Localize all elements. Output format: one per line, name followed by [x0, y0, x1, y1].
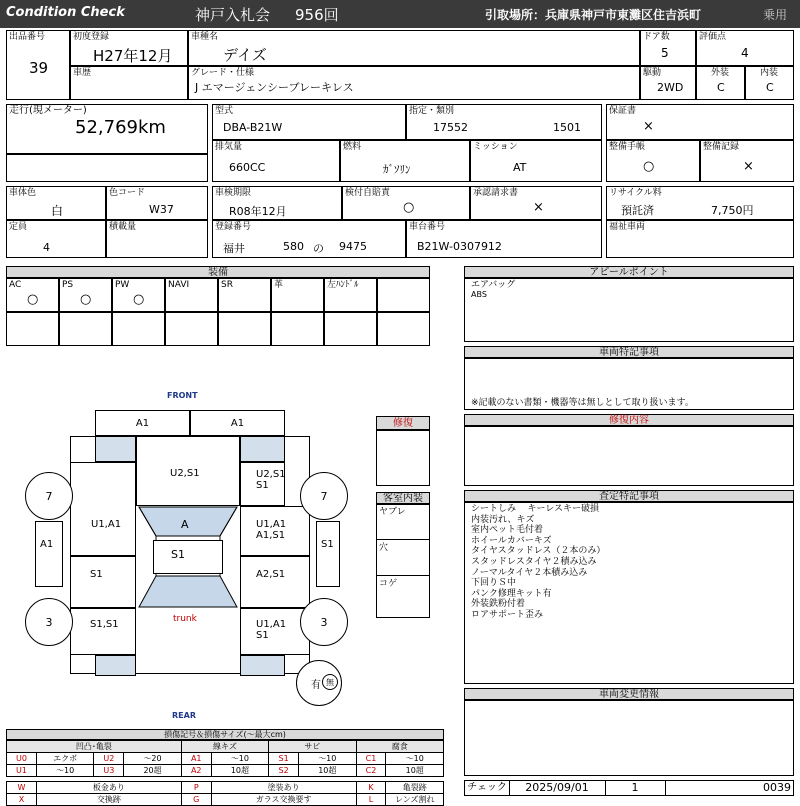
color-label: 車体色	[9, 188, 37, 198]
equipment-empty	[59, 312, 112, 346]
record: ×	[743, 159, 754, 174]
legend-text: 20超	[124, 765, 181, 777]
legend-text: 交換跡	[36, 794, 181, 806]
recycle-cell	[606, 186, 794, 220]
header-bar	[0, 0, 800, 28]
score: 4	[741, 46, 749, 60]
inspection-note-line: 下回りＳ中	[471, 578, 517, 589]
legend-text: ～10	[36, 765, 93, 777]
insurance: ○	[403, 200, 415, 215]
interior-item-burn: コゲ	[379, 579, 398, 589]
tire-front-left: 7	[25, 472, 73, 520]
repair-content-panel	[464, 426, 794, 486]
exterior-grade: C	[717, 81, 725, 94]
score-label: 評価点	[699, 32, 727, 42]
legend-text: 板金あり	[36, 782, 181, 794]
rear-left-corner	[95, 655, 136, 676]
right-mirror-damage: S1	[321, 539, 334, 550]
right-rear-door	[240, 556, 310, 608]
score-cell	[696, 30, 794, 66]
front-right-corner	[240, 436, 285, 462]
displacement-label: 排気量	[215, 142, 243, 152]
check-date: 2025/09/01	[509, 781, 606, 795]
equipment-label: PW	[115, 280, 130, 290]
legend-code: W	[7, 782, 37, 794]
special-note: ※記載のない書類・機器等は無しとして取り扱います。	[471, 398, 694, 408]
legend-code: K	[356, 782, 386, 794]
color: 白	[51, 204, 64, 218]
doors: 5	[661, 46, 669, 60]
auction-round: 956回	[295, 6, 339, 24]
drive: 2WD	[657, 81, 684, 94]
doors-cell	[640, 30, 696, 66]
type: DBA-B21W	[223, 121, 283, 134]
legend-text: ～20	[124, 753, 181, 765]
load-cell	[106, 220, 208, 258]
record-cell	[700, 140, 794, 182]
right-quarter-damage: U1,A1 S1	[256, 619, 287, 641]
check-number: 1	[605, 781, 666, 795]
equipment-item	[165, 278, 218, 312]
equipment-empty	[377, 312, 430, 346]
first-registration-label: 初度登録	[73, 32, 110, 42]
legend-group: 凹凸･亀裂	[7, 741, 182, 753]
equipment-empty	[165, 312, 218, 346]
special-panel	[464, 358, 794, 410]
legend-text: ～10	[211, 753, 268, 765]
insurance-cell	[342, 186, 470, 220]
legend-group: 線キズ	[181, 741, 268, 753]
legend-code: P	[181, 782, 211, 794]
check-code: 0039	[763, 781, 791, 794]
legend-text: エクボ	[36, 753, 93, 765]
right-fender-damage: U2,S1 S1	[256, 469, 286, 491]
equipment-label: AC	[9, 280, 22, 290]
changes-panel	[464, 700, 794, 776]
first-registration: H27年12月	[93, 47, 173, 65]
mileage-extra-cell	[6, 154, 208, 182]
mileage-label: 走行(現メーター)	[9, 105, 87, 116]
first-registration-cell	[70, 30, 188, 66]
exterior-label: 外装	[711, 68, 730, 78]
mileage-cell	[6, 104, 208, 154]
appeal-title: アピールポイント	[464, 266, 794, 278]
legend-code: U0	[7, 753, 37, 765]
legend-code: S2	[269, 765, 299, 777]
warranty-cell	[606, 104, 794, 140]
tire-front-right: 7	[300, 472, 348, 520]
drive-label: 駆動	[643, 68, 662, 78]
fuel-label: 燃料	[343, 142, 362, 152]
inspection-notes-title: 査定特記事項	[464, 490, 794, 502]
vehicle-category: 乗用	[763, 8, 788, 22]
regno-number: 9475	[339, 240, 367, 253]
designation-label: 指定・類別	[409, 106, 455, 116]
model-name: デイズ	[223, 46, 267, 64]
recycle-amount: 7,750円	[711, 204, 754, 217]
equipment-label: NAVI	[168, 280, 190, 290]
inspection-note-line: 外装鉄粉付着	[471, 599, 526, 610]
tire-rear-right: 3	[300, 598, 348, 646]
left-rear-door-damage: S1	[90, 569, 103, 580]
hood-damage: U2,S1	[170, 468, 200, 479]
left-quarter	[70, 608, 136, 655]
equipment-item	[271, 278, 324, 312]
repair-panel	[376, 430, 430, 486]
check-label: チェック	[465, 781, 510, 795]
grade: J エマージェンシーブレーキレス	[195, 81, 354, 94]
colorcode-cell	[106, 186, 208, 220]
inspection-note-line: タイヤスタッドレス（２本のみ）	[471, 546, 606, 557]
appeal-panel	[464, 278, 794, 342]
interior-damage-panel	[376, 504, 430, 618]
roof-damage: A	[181, 518, 189, 531]
inspection-note-line: ノーマルタイヤ２本積み込み	[471, 567, 588, 578]
left-mirror-damage: A1	[40, 539, 54, 550]
regno-city: 福井	[223, 242, 245, 255]
front-bumper-left: A1	[95, 410, 190, 436]
equipment-empty	[6, 312, 59, 346]
legend-code: A2	[181, 765, 211, 777]
right-mirror	[316, 521, 340, 587]
legend-title: 損傷記号＆損傷サイズ(～最大cm)	[6, 729, 444, 740]
spare-none-icon: 無	[322, 674, 338, 690]
front-left-corner	[95, 436, 136, 462]
designation: 17552	[433, 121, 468, 134]
capacity-label: 定員	[9, 222, 28, 232]
model-name-cell	[188, 30, 640, 66]
regno-class: 580	[283, 240, 304, 253]
inspection-expiry: R08年12月	[229, 205, 287, 218]
legend-code: S1	[269, 753, 299, 765]
welfare-cell	[606, 220, 794, 258]
legend-text: 10超	[299, 765, 356, 777]
interior-cell	[745, 66, 794, 100]
load-label: 積載量	[109, 222, 137, 232]
lot-number: 39	[29, 59, 49, 77]
colorcode-label: 色コード	[109, 188, 146, 198]
manual-label: 整備手帳	[609, 142, 646, 152]
fuel-cell	[340, 140, 470, 182]
displacement-cell	[212, 140, 340, 182]
inspection-note-line: ロアサポート歪み	[471, 610, 544, 620]
front-bumper-right: A1	[190, 410, 285, 436]
type-cell	[212, 104, 406, 140]
chassis-number: B21W-0307912	[417, 240, 502, 253]
fuel: ｶﾞｿﾘﾝ	[383, 163, 411, 176]
spare-tire-label: 有	[311, 679, 321, 691]
lot-number-cell	[6, 30, 70, 100]
insurance-label: 検付自賠責	[345, 188, 391, 198]
legend-text: ～10	[386, 753, 444, 765]
equipment-label: SR	[221, 280, 233, 290]
inspection-label: 車検期限	[215, 188, 252, 198]
equipment-empty	[377, 278, 430, 312]
equipment-label: PS	[62, 280, 74, 290]
check-row	[464, 780, 794, 796]
claim-label: 承認請求書	[473, 188, 519, 198]
chassis-cell	[406, 220, 602, 258]
claim: ×	[533, 200, 544, 215]
equipment-value: ○	[133, 292, 145, 307]
warranty-label: 保証書	[609, 106, 637, 116]
regno-label: 登録番号	[215, 222, 252, 232]
repair-title: 修復	[376, 416, 430, 430]
rear-right-corner	[240, 655, 285, 676]
regno-kana: の	[313, 242, 324, 255]
inspection-notes-panel	[464, 502, 794, 684]
doors-label: ドア数	[643, 32, 670, 42]
grade-cell	[188, 66, 640, 100]
interior-damage-title: 客室内装	[376, 492, 430, 504]
inspection-note-line: シートしみ キーレスキー破損	[471, 504, 599, 514]
equipment-label: 革	[274, 280, 284, 290]
left-rear-door	[70, 556, 136, 608]
legend-code: U3	[94, 765, 124, 777]
inspection-note-line: ホイールカバーキズ	[471, 535, 552, 546]
mileage: 52,769km	[75, 117, 166, 138]
legend-text: 亀裂跡	[386, 782, 444, 794]
legend-group: サビ	[269, 741, 356, 753]
mission-label: ミッション	[473, 142, 518, 152]
inspection-note-line: パンク修理キット有	[471, 588, 552, 599]
legend-code: U1	[7, 765, 37, 777]
recycle-status: 預託済	[621, 204, 654, 217]
legend-text: 塗装あり	[211, 782, 356, 794]
mission: AT	[513, 161, 527, 174]
exterior-cell	[696, 66, 745, 100]
tire-rear-left: 3	[25, 598, 73, 646]
capacity-cell	[6, 220, 106, 258]
equipment-item	[6, 278, 59, 312]
changes-title: 車両変更情報	[464, 688, 794, 700]
history-label: 車歴	[73, 68, 92, 78]
special-title: 車両特記事項	[464, 346, 794, 358]
grade-label: グレード・仕様	[191, 68, 255, 78]
inspection-note-line: 室内ペット毛付着	[471, 525, 544, 536]
color-cell	[6, 186, 106, 220]
inspection-note-line: 内装汚れ、キズ	[471, 514, 535, 525]
chassis-label: 車台番号	[409, 222, 446, 232]
designation-cell	[406, 104, 602, 140]
trunk-label: trunk	[173, 614, 197, 624]
interior-grade: C	[766, 81, 774, 94]
legend-text: 10超	[386, 765, 444, 777]
model-name-label: 車種名	[191, 32, 219, 42]
equipment-item	[324, 278, 377, 312]
left-front-door	[70, 462, 136, 556]
legend-code: C1	[356, 753, 386, 765]
legend-text: ガラス交換要す	[211, 794, 356, 806]
class-number: 1501	[553, 121, 581, 134]
history-cell	[70, 66, 188, 100]
manual: ○	[643, 159, 655, 174]
legend-code: G	[181, 794, 211, 806]
legend-text: 10超	[211, 765, 268, 777]
equipment-item	[59, 278, 112, 312]
capacity: 4	[43, 241, 50, 254]
legend-code: L	[356, 794, 386, 806]
legend-code: U2	[94, 753, 124, 765]
lot-number-label: 出品番号	[9, 32, 46, 42]
regno-cell	[212, 220, 406, 258]
right-front-door-damage: U1,A1 A1,S1	[256, 519, 287, 541]
inspection-cell	[212, 186, 342, 220]
right-rear-door-damage: A2,S1	[256, 569, 286, 580]
legend-group: 腐食	[356, 741, 444, 753]
header-title: Condition Check	[6, 5, 125, 20]
legend-table	[6, 740, 444, 806]
equipment-label: 左ﾊﾝﾄﾞﾙ	[327, 280, 359, 290]
equipment-item	[112, 278, 165, 312]
left-front-door-damage: U1,A1	[91, 519, 122, 530]
legend-code: A1	[181, 753, 211, 765]
interior-item-hole: 穴	[379, 543, 389, 553]
equipment-value: ○	[80, 292, 92, 307]
welfare-label: 福祉車両	[609, 222, 646, 232]
record-label: 整備記録	[703, 142, 740, 152]
equipment-empty	[271, 312, 324, 346]
repair-content-title: 修復内容	[464, 414, 794, 426]
equipment-empty	[324, 312, 377, 346]
legend-text: レンズ割れ	[386, 794, 444, 806]
appeal-line-2: ABS	[471, 290, 487, 299]
equipment-item	[218, 278, 271, 312]
equipment-title: 装備	[6, 266, 430, 278]
displacement: 660CC	[229, 161, 266, 174]
left-quarter-damage: S1,S1	[90, 619, 119, 630]
drive-cell	[640, 66, 696, 100]
legend-code: X	[7, 794, 37, 806]
appeal-line-1: エアバッグ	[471, 280, 516, 290]
pickup-location: 引取場所：兵庫県神戸市東灘区住吉浜町	[485, 8, 702, 22]
equipment-empty	[218, 312, 271, 346]
interior-item-tear: ヤブレ	[379, 507, 406, 517]
cabin-damage: S1	[171, 548, 185, 561]
auction-name: 神戸入札会	[195, 6, 271, 24]
mission-cell	[470, 140, 602, 182]
recycle-label: リサイクル料	[609, 188, 662, 198]
front-label: FRONT	[167, 391, 198, 400]
equipment-empty	[112, 312, 165, 346]
warranty: ×	[643, 119, 654, 134]
manual-cell	[606, 140, 700, 182]
rear-label: REAR	[172, 711, 196, 720]
colorcode: W37	[149, 203, 174, 216]
legend-code: C2	[356, 765, 386, 777]
left-mirror	[35, 521, 63, 587]
claim-cell	[470, 186, 602, 220]
cabin-panel	[153, 540, 223, 574]
equipment-value: ○	[27, 292, 39, 307]
legend-text: ～10	[299, 753, 356, 765]
inspection-note-line: スタッドレスタイヤ２積み込み	[471, 557, 597, 567]
interior-label: 内装	[760, 68, 779, 78]
type-label: 型式	[215, 106, 234, 116]
